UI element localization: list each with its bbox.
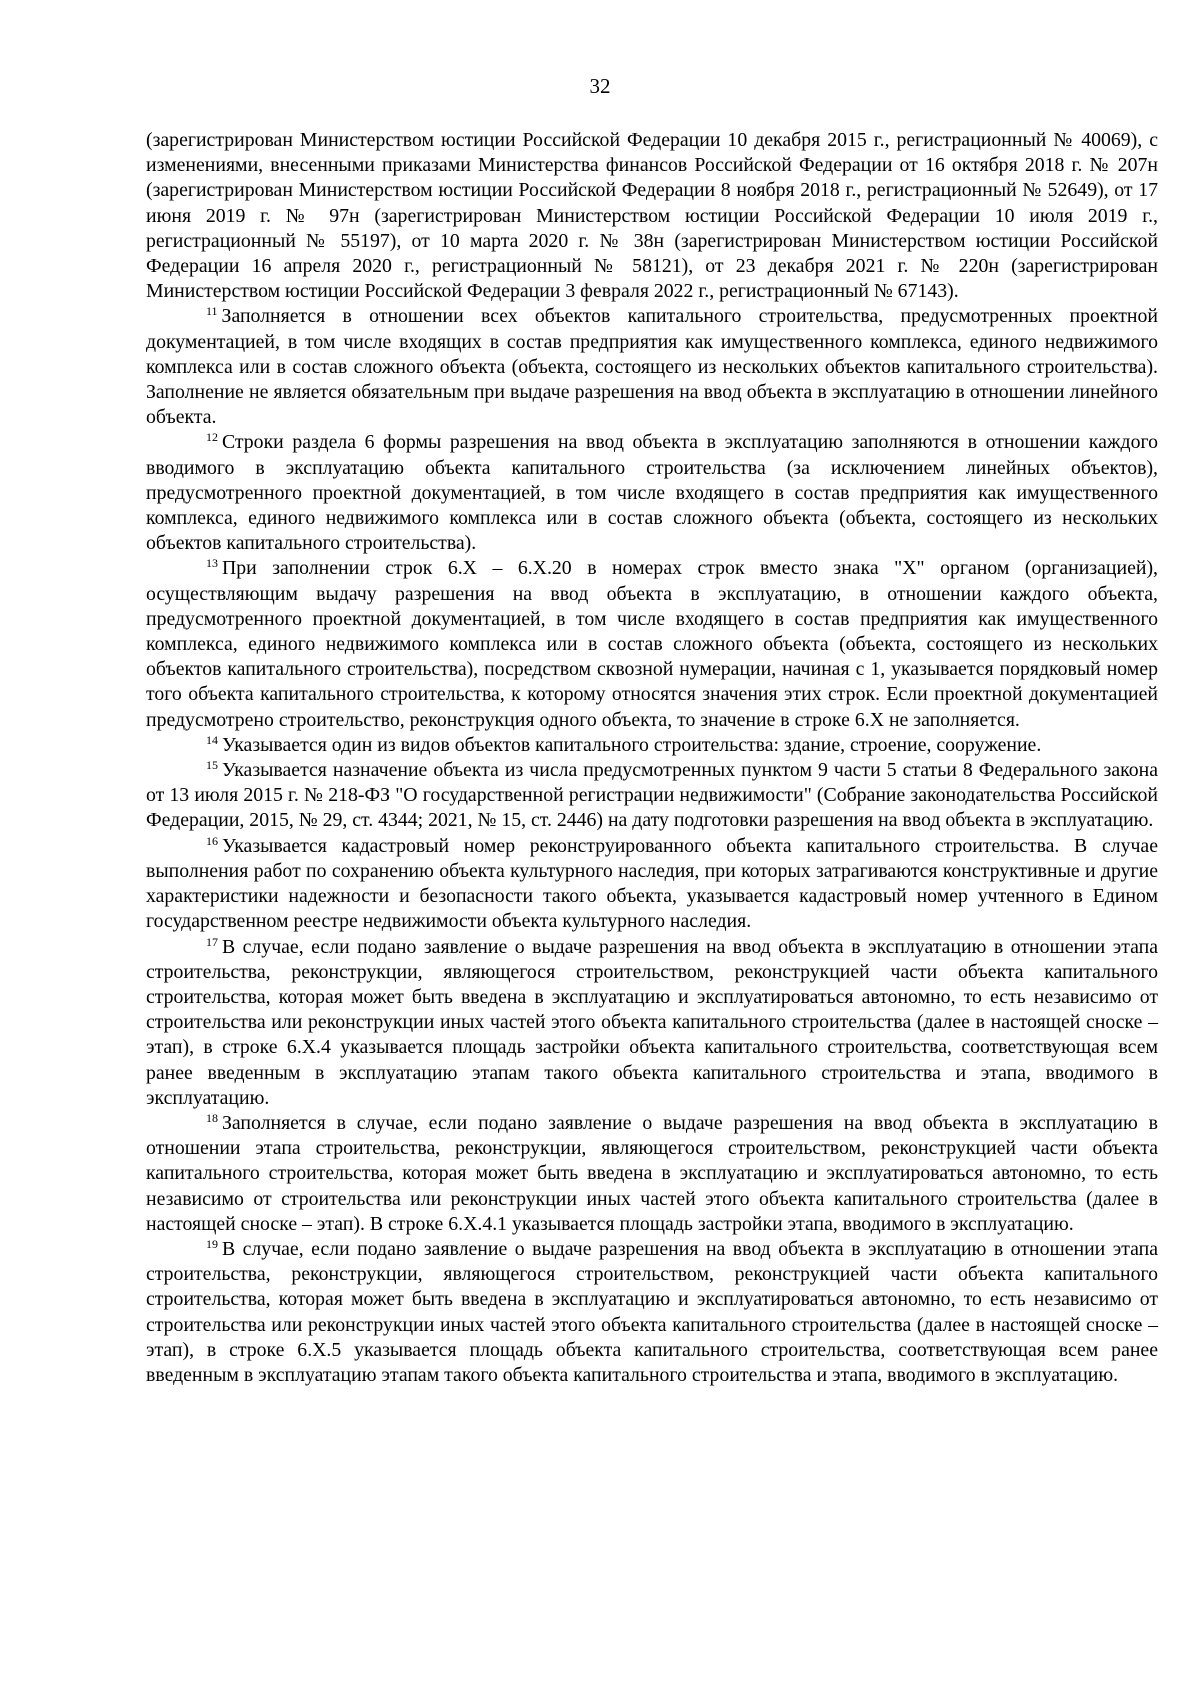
footnote-number: 11 <box>206 304 218 319</box>
footnote-text: Заполняется в отношении всех объектов капитального строительства, предусмотренных проектной документацией, в том числе входящих в состав предприятия как имущественного комплекса, единого недвижимого комплекса или в состав сложного объекта (объекта, состоящего из нескольких объектов капитального строительства). Заполнение не является обязательным при выдаче разрешения на ввод объекта в эксплуатацию в отношении линейного объекта. <box>146 305 1158 429</box>
footnote-13 <box>146 556 1158 732</box>
footnote-19 <box>146 1237 1158 1388</box>
footnote-number: 15 <box>206 758 218 773</box>
footnote-12 <box>146 430 1158 556</box>
footnote-number: 12 <box>206 430 218 445</box>
footnote-text: В случае, если подано заявление о выдаче разрешения на ввод объекта в эксплуатацию в отношении этапа строительства, реконструкции, являющегося строительством, реконструкцией части объекта капитального строительства, которая может быть введена в эксплуатацию и эксплуатироваться автономно, то есть независимо от строительства или реконструкции иных частей этого объекта капитального строительства (далее в настоящей сноске – этап), в строке 6.Х.5 указывается площадь объекта капитального строительства, соответствующая всем ранее введенным в эксплуатацию этапам такого объекта капитального строительства и этапа, вводимого в эксплуатацию. <box>146 1237 1158 1386</box>
footnotes-body <box>146 128 1158 1388</box>
footnote-number: 14 <box>206 732 218 747</box>
footnote-number: 17 <box>206 934 218 949</box>
footnote-14 <box>146 733 1158 758</box>
continuation-paragraph: (зарегистрирован Министерством юстиции Российской Федерации 10 декабря 2015 г., регистрационный № 40069), с изменениями, внесенными приказами Министерства финансов Российской Федерации от 16 октября 2018 г. № 207н (зарегистрирован Министерством юстиции Российской Федерации 8 ноября 2018 г., регистрационный № 52649), от 17 июня 2019 г. № 97н (зарегистрирован Министерством юстиции Российской Федерации 10 июля 2019 г., регистрационный № 55197), от 10 марта 2020 г. № 38н (зарегистрирован Министерством юстиции Российской Федерации 16 апреля 2020 г., регистрационный № 58121), от 23 декабря 2021 г. № 220н (зарегистрирован Министерством юстиции Российской Федерации 3 февраля 2022 г., регистрационный № 67143). <box>146 129 1158 303</box>
footnote-number: 16 <box>206 833 218 848</box>
footnote-text: Указывается назначение объекта из числа предусмотренных пунктом 9 части 5 статьи 8 Федерального закона от 13 июля 2015 г. № 218-ФЗ "О государственной регистрации недвижимости" (Собрание законодательства Российской Федерации, 2015, № 29, ст. 4344; 2021, № 15, ст. 2446) на дату подготовки разрешения на ввод объекта в эксплуатацию. <box>146 759 1158 832</box>
footnote-15 <box>146 758 1158 834</box>
footnote-number: 13 <box>206 556 218 571</box>
footnote-11 <box>146 304 1158 430</box>
footnote-number: 18 <box>206 1110 218 1125</box>
footnote-text: Указывается кадастровый номер реконструированного объекта капитального строительства. В случае выполнения работ по сохранению объекта культурного наследия, при которых затрагиваются конструктивные и другие характеристики надежности и безопасности такого объекта, указывается кадастровый номер учтенного в Едином государственном реестре недвижимости объекта культурного наследия. <box>146 834 1158 933</box>
footnote-16 <box>146 834 1158 935</box>
page-number: 32 <box>589 74 611 98</box>
footnote-text: Заполняется в случае, если подано заявление о выдаче разрешения на ввод объекта в эксплуатацию в отношении этапа строительства, реконструкции, являющегося строительством, реконструкцией части объекта капитального строительства, которая может быть введена в эксплуатацию и эксплуатироваться автономно, то есть независимо от строительства или реконструкции иных частей этого объекта капитального строительства (далее в настоящей сноске – этап). В строке 6.Х.4.1 указывается площадь застройки этапа, вводимого в эксплуатацию. <box>146 1111 1158 1235</box>
footnote-18 <box>146 1111 1158 1237</box>
footnote-text: Строки раздела 6 формы разрешения на ввод объекта в эксплуатацию заполняются в отношении каждого вводимого в эксплуатацию объекта капитального строительства (за исключением линейных объектов), предусмотренного проектной документацией, в том числе входящего в состав предприятия как имущественного комплекса, единого недвижимого комплекса или в состав сложного объекта (объекта, состоящего из нескольких объектов капитального строительства). <box>146 431 1158 555</box>
footnote-text: При заполнении строк 6.Х – 6.Х.20 в номерах строк вместо знака "Х" органом (организацией), осуществляющим выдачу разрешения на ввод объекта в эксплуатацию, в отношении каждого объекта, предусмотренного проектной документацией, в том числе входящего в состав предприятия как имущественного комплекса, единого недвижимого комплекса или в состав сложного объекта (объекта, состоящего из нескольких объектов капитального строительства), посредством сквозной нумерации, начиная с 1, указывается порядковый номер того объекта капитального строительства, к которому относятся значения этих строк. Если проектной документацией предусмотрено строительство, реконструкция одного объекта, то значение в строке 6.Х не заполняется. <box>146 557 1158 731</box>
footnote-text: В случае, если подано заявление о выдаче разрешения на ввод объекта в эксплуатацию в отношении этапа строительства, реконструкции, являющегося строительством, реконструкцией части объекта капитального строительства, которая может быть введена в эксплуатацию и эксплуатироваться автономно, то есть независимо от строительства или реконструкции иных частей этого объекта капитального строительства (далее в настоящей сноске – этап), в строке 6.Х.4 указывается площадь застройки объекта капитального строительства, соответствующая всем ранее введенным в эксплуатацию этапам такого объекта капитального строительства и этапа, вводимого в эксплуатацию. <box>146 935 1158 1109</box>
footnote-17 <box>146 935 1158 1111</box>
footnote-text: Указывается один из видов объектов капитального строительства: здание, строение, сооружение. <box>221 733 1042 756</box>
footnote-number: 19 <box>206 1236 218 1251</box>
